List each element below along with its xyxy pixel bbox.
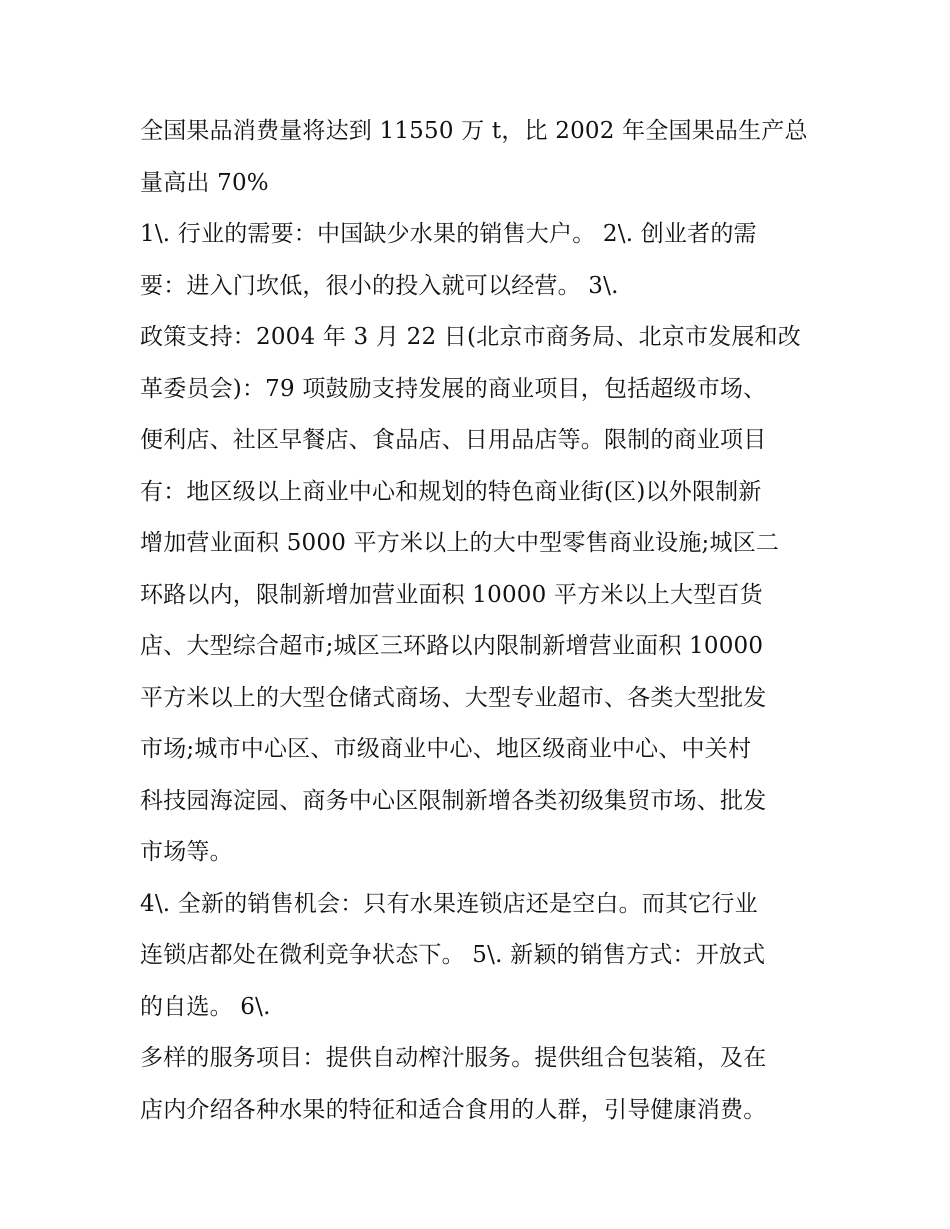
text-line: 量高出 70% — [140, 169, 269, 196]
text-line: 的自选。 6\. — [140, 993, 271, 1020]
text-line: 全国果品消费量将达到 11550 万 t，比 2002 年全国果品生产总 — [140, 118, 808, 144]
text-line: 环路以内，限制新增加营业面积 10000 平方米以上大型百货 — [140, 581, 763, 608]
text-line: 革委员会)：79 项鼓励支持发展的商业项目，包括超级市场、 — [140, 375, 767, 402]
text-line: 要：进入门坎低，很小的投入就可以经营。 3\. — [140, 272, 619, 299]
text-line: 市场等。 — [140, 839, 233, 865]
body-text — [140, 106, 820, 1136]
text-line: 政策支持：2004 年 3 月 22 日(北京市商务局、北京市发展和改 — [140, 324, 801, 350]
text-line: 店内介绍各种水果的特征和适合食用的人群，引导健康消费。 — [140, 1096, 767, 1123]
text-line: 4\. 全新的销售机会：只有水果连锁店还是空白。而其它行业 — [140, 890, 758, 917]
text-line: 多样的服务项目：提供自动榨汁服务。提供组合包装箱，及在 — [140, 1045, 767, 1071]
text-line: 便利店、社区早餐店、食品店、日用品店等。限制的商业项目 — [140, 427, 767, 453]
text-line: 1\. 行业的需要：中国缺少水果的销售大户。 2\. 创业者的需 — [140, 221, 757, 247]
text-line: 增加营业面积 5000 平方米以上的大中型零售商业设施;城区二 — [140, 530, 780, 556]
text-line: 平方米以上的大型仓储式商场、大型专业超市、各类大型批发 — [140, 684, 767, 711]
text-line: 连锁店都处在微利竞争状态下。 5\. 新颖的销售方式：开放式 — [140, 942, 766, 968]
text-line: 市场;城市中心区、市级商业中心、地区级商业中心、中关村 — [140, 736, 752, 762]
text-line: 有：地区级以上商业中心和规划的特色商业街(区)以外限制新 — [140, 478, 762, 505]
text-line: 科技园海淀园、商务中心区限制新增各类初级集贸市场、批发 — [140, 787, 767, 814]
text-line: 店、大型综合超市;城区三环路以内限制新增营业面积 10000 — [140, 633, 764, 659]
